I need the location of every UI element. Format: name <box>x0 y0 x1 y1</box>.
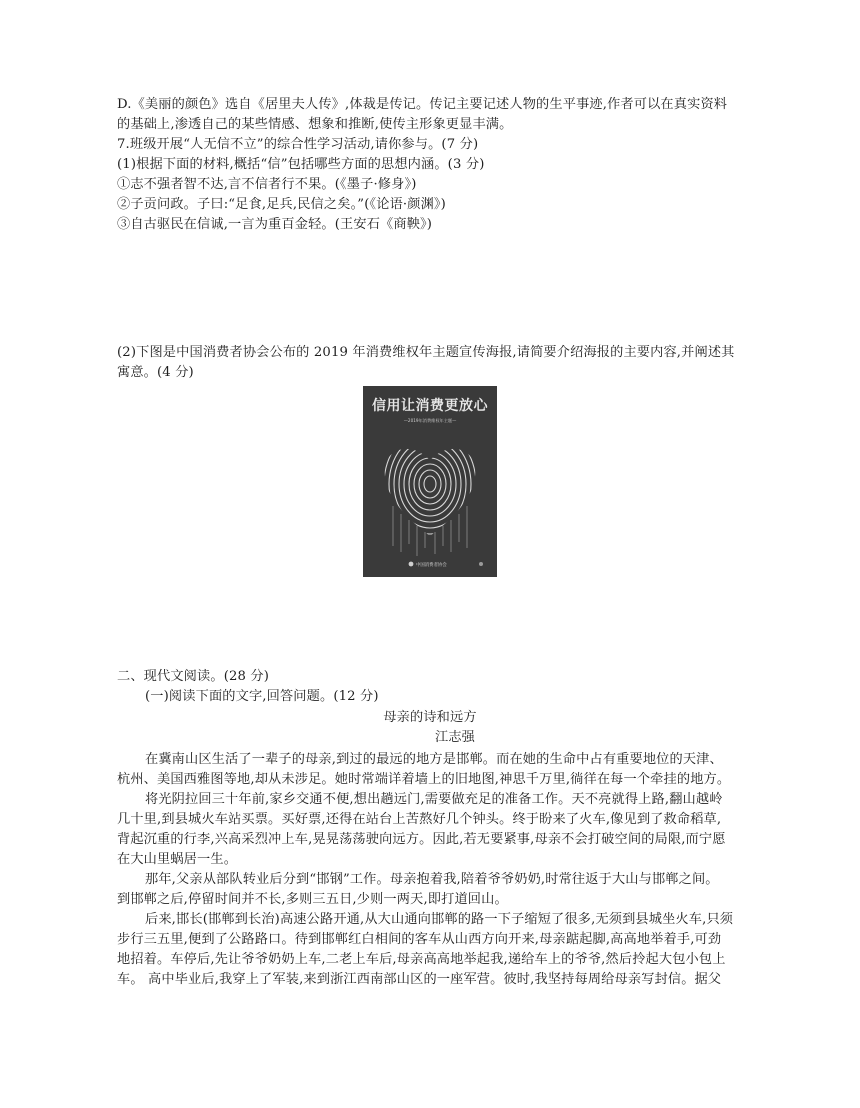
question-heading: 7.班级开展“人无信不立”的综合性学习活动,请你参与。(7 分) <box>117 137 479 152</box>
paragraph-line: 在大山里蜗居一生。 <box>117 852 238 867</box>
sub-section-heading: (一)阅读下面的文字,回答问题。(12 分) <box>145 689 379 704</box>
paragraph-line: 几十里,到县城火车站买票。买好票,还得在站台上苦熬好几个钟头。终于盼来了火车,像见到了救命稻草, <box>117 812 722 827</box>
article-author: 江志强 <box>434 730 475 745</box>
article-title: 母亲的诗和远方 <box>383 710 477 725</box>
paragraph-line: 后来,邯长(邯郸到长治)高速公路开通,从大山通向邯郸的路一下子缩短了很多,无须到县城坐火车,只须 <box>145 912 734 927</box>
paragraph-line: 那年,父亲从部队转业后分到“邯钢”工作。母亲抱着我,陪着爷爷奶奶,时常往返于大山与邯郸之间。 <box>145 872 719 887</box>
quote-line: ③自古驱民在信诚,一言为重百金轻。(王安石《商鞅》) <box>117 217 433 232</box>
section-heading: 二、现代文阅读。(28 分) <box>117 669 270 684</box>
org-logo-icon <box>409 562 414 567</box>
text-line: 的基础上,渗透自己的某些情感、想象和推断,使传主形象更显丰满。 <box>117 117 513 132</box>
paragraph-line: 背起沉重的行李,兴高采烈冲上车,晃晃荡荡驶向远方。因此,若无要紧事,母亲不会打破空间的局限,而宁愿 <box>117 832 726 847</box>
paragraph-line: 将光阴拉回三十年前,家乡交通不便,想出趟远门,需要做充足的准备工作。天不亮就得上路,翻山越岭 <box>145 792 723 807</box>
consumer-poster-image <box>363 386 497 577</box>
poster-subtitle: —2019年消费维权年主题— <box>403 418 457 423</box>
text-line: 寓意。(4 分) <box>117 365 194 380</box>
poster-org: 中国消费者协会 <box>416 563 447 568</box>
sub-question: (1)根据下面的材料,概括“信”包括哪些方面的思想内涵。(3 分) <box>117 157 485 172</box>
paragraph-line: 杭州、美国西雅图等地,却从未涉足。她时常端详着墙上的旧地图,神思千万里,徜徉在每一个牵挂的地方。 <box>117 772 731 787</box>
paragraph-line: 车。 高中毕业后,我穿上了军装,来到浙江西南部山区的一座军营。彼时,我坚持每周给母亲写封信。据父 <box>117 972 722 987</box>
quote-line: ②子贡问政。子曰:“足食,足兵,民信之矣。”(《论语·颜渊》) <box>117 197 446 212</box>
paragraph-line: 步行三五里,便到了公路路口。待到邯郸红白相间的客车从山西方向开来,母亲踮起脚,高高地举着手,可劲 <box>117 932 722 947</box>
poster-title: 信用让消费更放心 <box>372 398 488 414</box>
paragraph-line: 地招着。车停后,先让爷爷奶奶上车,二老上车后,母亲高高地举起我,递给车上的爷爷,然后拎起大包小包上 <box>117 952 726 967</box>
paragraph-line: 到邯郸之后,停留时间并不长,多则三五日,少则一两天,即打道回山。 <box>117 892 508 907</box>
partner-logo-icon <box>479 562 483 566</box>
paragraph-line: 在冀南山区生活了一辈子的母亲,到过的最远的地方是邯郸。而在她的生命中占有重要地位的天津、 <box>145 752 723 767</box>
sub-question: (2)下图是中国消费者协会公布的 2019 年消费维权年主题宣传海报,请简要介绍海报的主要内容,并阐述其 <box>117 345 735 360</box>
text-line: D.《美丽的颜色》选自《居里夫人传》,体裁是传记。传记主要记述人物的生平事迹,作者可以在真实资料 <box>117 97 728 112</box>
quote-line: ①志不强者智不达,言不信者行不果。(《墨子·修身》) <box>117 177 417 192</box>
